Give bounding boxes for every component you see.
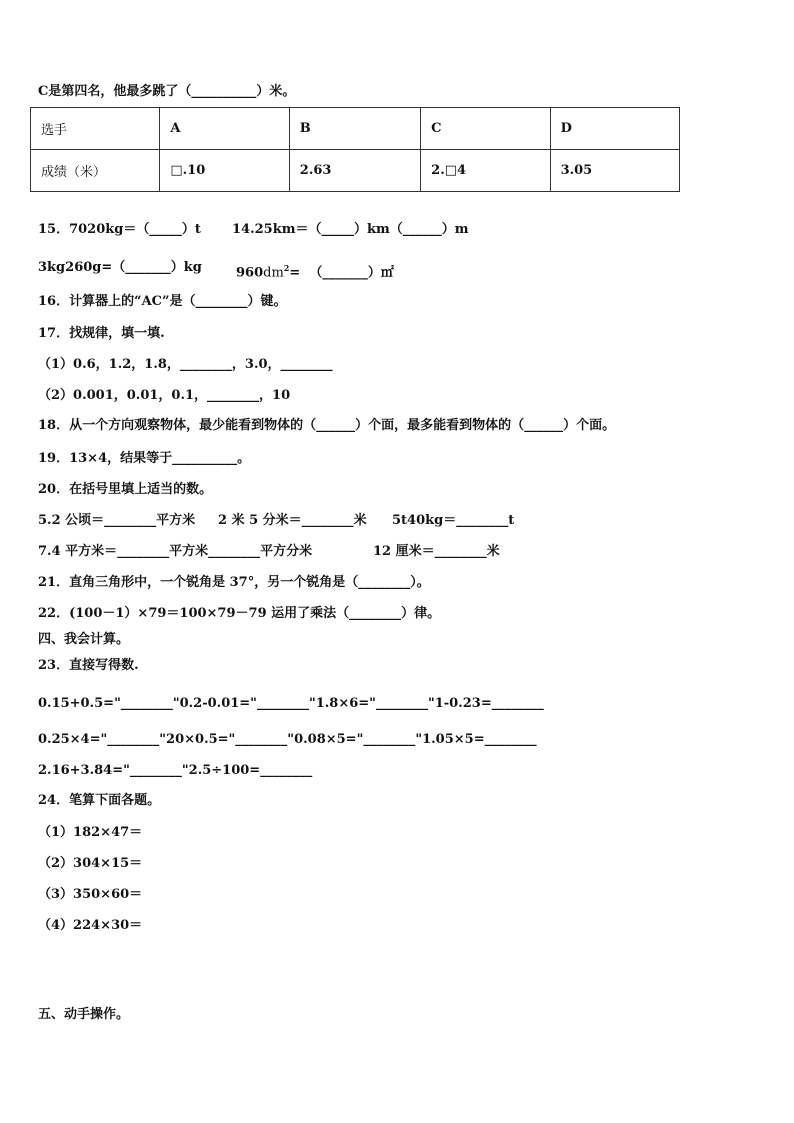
q17-part1: （1）0.6，1.2，1.8，________，3.0，________ — [38, 357, 333, 372]
q15-line2a: 3kg260g=（_______）kg — [38, 260, 202, 275]
section-4-heading: 四、我会计算。 — [38, 632, 130, 647]
list-item: （3）350×60＝ — [38, 887, 143, 902]
list-item: （2）304×15＝ — [38, 856, 143, 871]
table-row — [31, 150, 680, 192]
q15-line2b-pre: 960 — [236, 265, 264, 281]
q15-line2b — [236, 260, 394, 281]
list-item: （4）224×30＝ — [38, 918, 143, 933]
q18: 18．从一个方向观察物体，最少能看到物体的（______）个面，最多能看到物体的（______）个面。 — [38, 418, 616, 433]
q23-row1: 0.15+0.5="________"0.2-0.01="________"1.8×6="________"1-0.23=________ — [38, 696, 544, 711]
q21: 21．直角三角形中，一个锐角是 37°，另一个锐角是（________）。 — [38, 575, 430, 590]
list-item: （1）182×47＝ — [38, 825, 143, 840]
q15-line2b-post: = （_______）㎡ — [289, 265, 394, 281]
q20-line2b: 12 厘米＝________米 — [373, 544, 500, 559]
q20-line2a: 7.4 平方米＝________平方米________平方分米 — [38, 544, 313, 559]
q17-part2: （2）0.001，0.01，0.1，________，10 — [38, 388, 291, 403]
table-cell: D — [550, 108, 679, 150]
q19: 19．13×4，结果等于__________。 — [38, 451, 251, 466]
table-cell: 3.05 — [550, 150, 679, 192]
q20-line1a: 5.2 公顷＝________平方米 — [38, 513, 196, 528]
q23-row3: 2.16+3.84="________"2.5÷100=________ — [38, 763, 313, 778]
q17-title: 17．找规律，填一填. — [38, 326, 165, 341]
table-header-row — [31, 108, 680, 150]
q20-title: 20．在括号里填上适当的数。 — [38, 482, 213, 497]
table-cell: 2.□4 — [421, 150, 550, 192]
q22: 22．(100－1）×79＝100×79－79 运用了乘法（________）律。 — [38, 606, 441, 621]
q23-row2: 0.25×4="________"20×0.5="________"0.08×5="________"1.05×5=________ — [38, 732, 537, 747]
table-cell: 选手 — [31, 108, 160, 150]
q20-line1b: 2 米 5 分米＝________米 — [218, 513, 367, 528]
q20-line1c: 5t40kg＝________t — [392, 513, 515, 528]
table-cell: A — [160, 108, 289, 150]
q15-line2b-sup: 2 — [283, 263, 290, 273]
q15-line2b-unit: dm — [263, 265, 284, 281]
table-cell: 成绩（米） — [31, 150, 160, 192]
scores-table — [30, 107, 680, 192]
q15-line1b: 14.25km＝（_____）km（______）m — [232, 222, 469, 237]
q14-tail: C是第四名，他最多跳了（__________）米。 — [38, 84, 296, 99]
table-cell: □.10 — [160, 150, 289, 192]
section-5-heading: 五、动手操作。 — [38, 1007, 130, 1022]
table-cell: C — [421, 108, 550, 150]
q24-title: 24．笔算下面各题。 — [38, 793, 161, 808]
q15-line1a: 15．7020kg＝（_____）t — [38, 222, 201, 237]
table-cell: B — [289, 108, 420, 150]
q23-title: 23．直接写得数. — [38, 658, 139, 673]
q16: 16．计算器上的“AC”是（________）键。 — [38, 294, 287, 309]
table-cell: 2.63 — [289, 150, 420, 192]
